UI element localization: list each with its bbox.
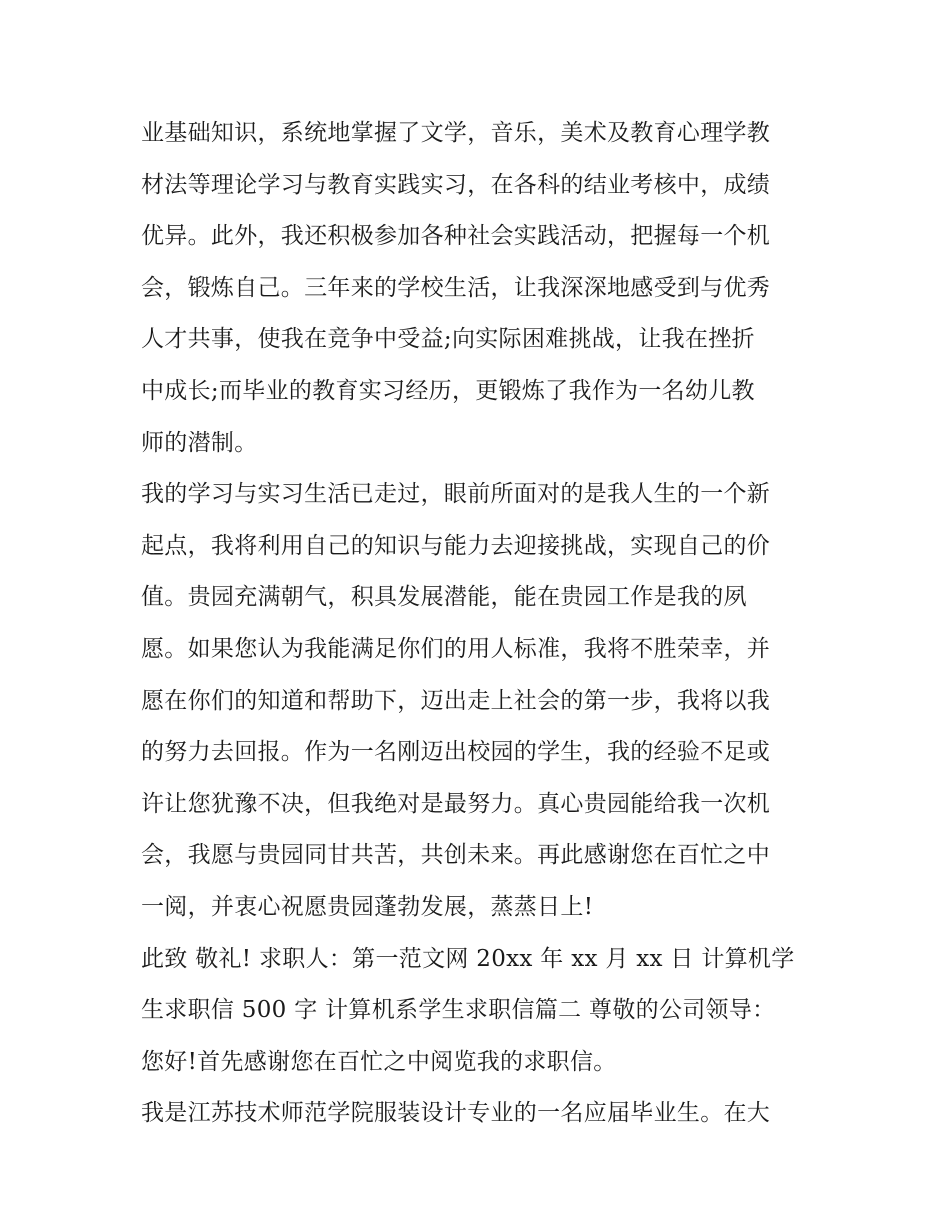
text-line: 会，我愿与贵园同甘共苦，共创未来。再此感谢您在百忙之中 [141, 842, 771, 869]
text-line: 会，锻炼自己。三年来的学校生活，让我深深地感受到与优秀 [141, 274, 771, 301]
text-line: 起点，我将利用自己的知识与能力去迎接挑战，实现自己的价 [141, 532, 771, 559]
text-line: 愿在你们的知道和帮助下，迈出走上社会的第一步，我将以我 [141, 687, 771, 714]
text-line: 业基础知识，系统地掌握了文学，音乐，美术及教育心理学教 [141, 120, 771, 146]
text-line: 我的学习与实习生活已走过，眼前所面对的是我人生的一个新 [141, 481, 771, 508]
text-line: 师的潜制。 [141, 429, 258, 456]
text-line: 您好!首先感谢您在百忙之中阅览我的求职信。 [141, 1048, 617, 1075]
text-line: 此致 敬礼! 求职人：第一范文网 20xx 年 xx 月 xx 日 计算机学 [141, 945, 795, 972]
body-text [141, 108, 821, 1140]
text-line: 中成长;而毕业的教育实习经历，更锻炼了我作为一名幼儿教 [141, 377, 755, 404]
text-line: 许让您犹豫不决，但我绝对是最努力。真心贵园能给我一次机 [141, 790, 771, 817]
text-line: 的努力去回报。作为一名刚迈出校园的学生，我的经验不足或 [141, 739, 771, 766]
text-line: 人才共事，使我在竞争中受益;向实际困难挑战，让我在挫折 [141, 326, 755, 353]
text-line: 一阅，并衷心祝愿贵园蓬勃发展，蒸蒸日上! [141, 893, 594, 920]
text-line: 优异。此外，我还积极参加各种社会实践活动，把握每一个机 [141, 223, 771, 250]
text-line: 愿。如果您认为我能满足你们的用人标准，我将不胜荣幸，并 [141, 635, 771, 662]
text-line: 生求职信 500 字 计算机系学生求职信篇二 尊敬的公司领导： [141, 997, 776, 1024]
text-line: 值。贵园充满朝气，积具发展潜能，能在贵园工作是我的夙 [141, 584, 747, 611]
text-line: 材法等理论学习与教育实践实习，在各科的结业考核中，成绩 [141, 171, 771, 198]
text-line: 我是江苏技术师范学院服装设计专业的一名应届毕业生。在大 [141, 1100, 771, 1127]
